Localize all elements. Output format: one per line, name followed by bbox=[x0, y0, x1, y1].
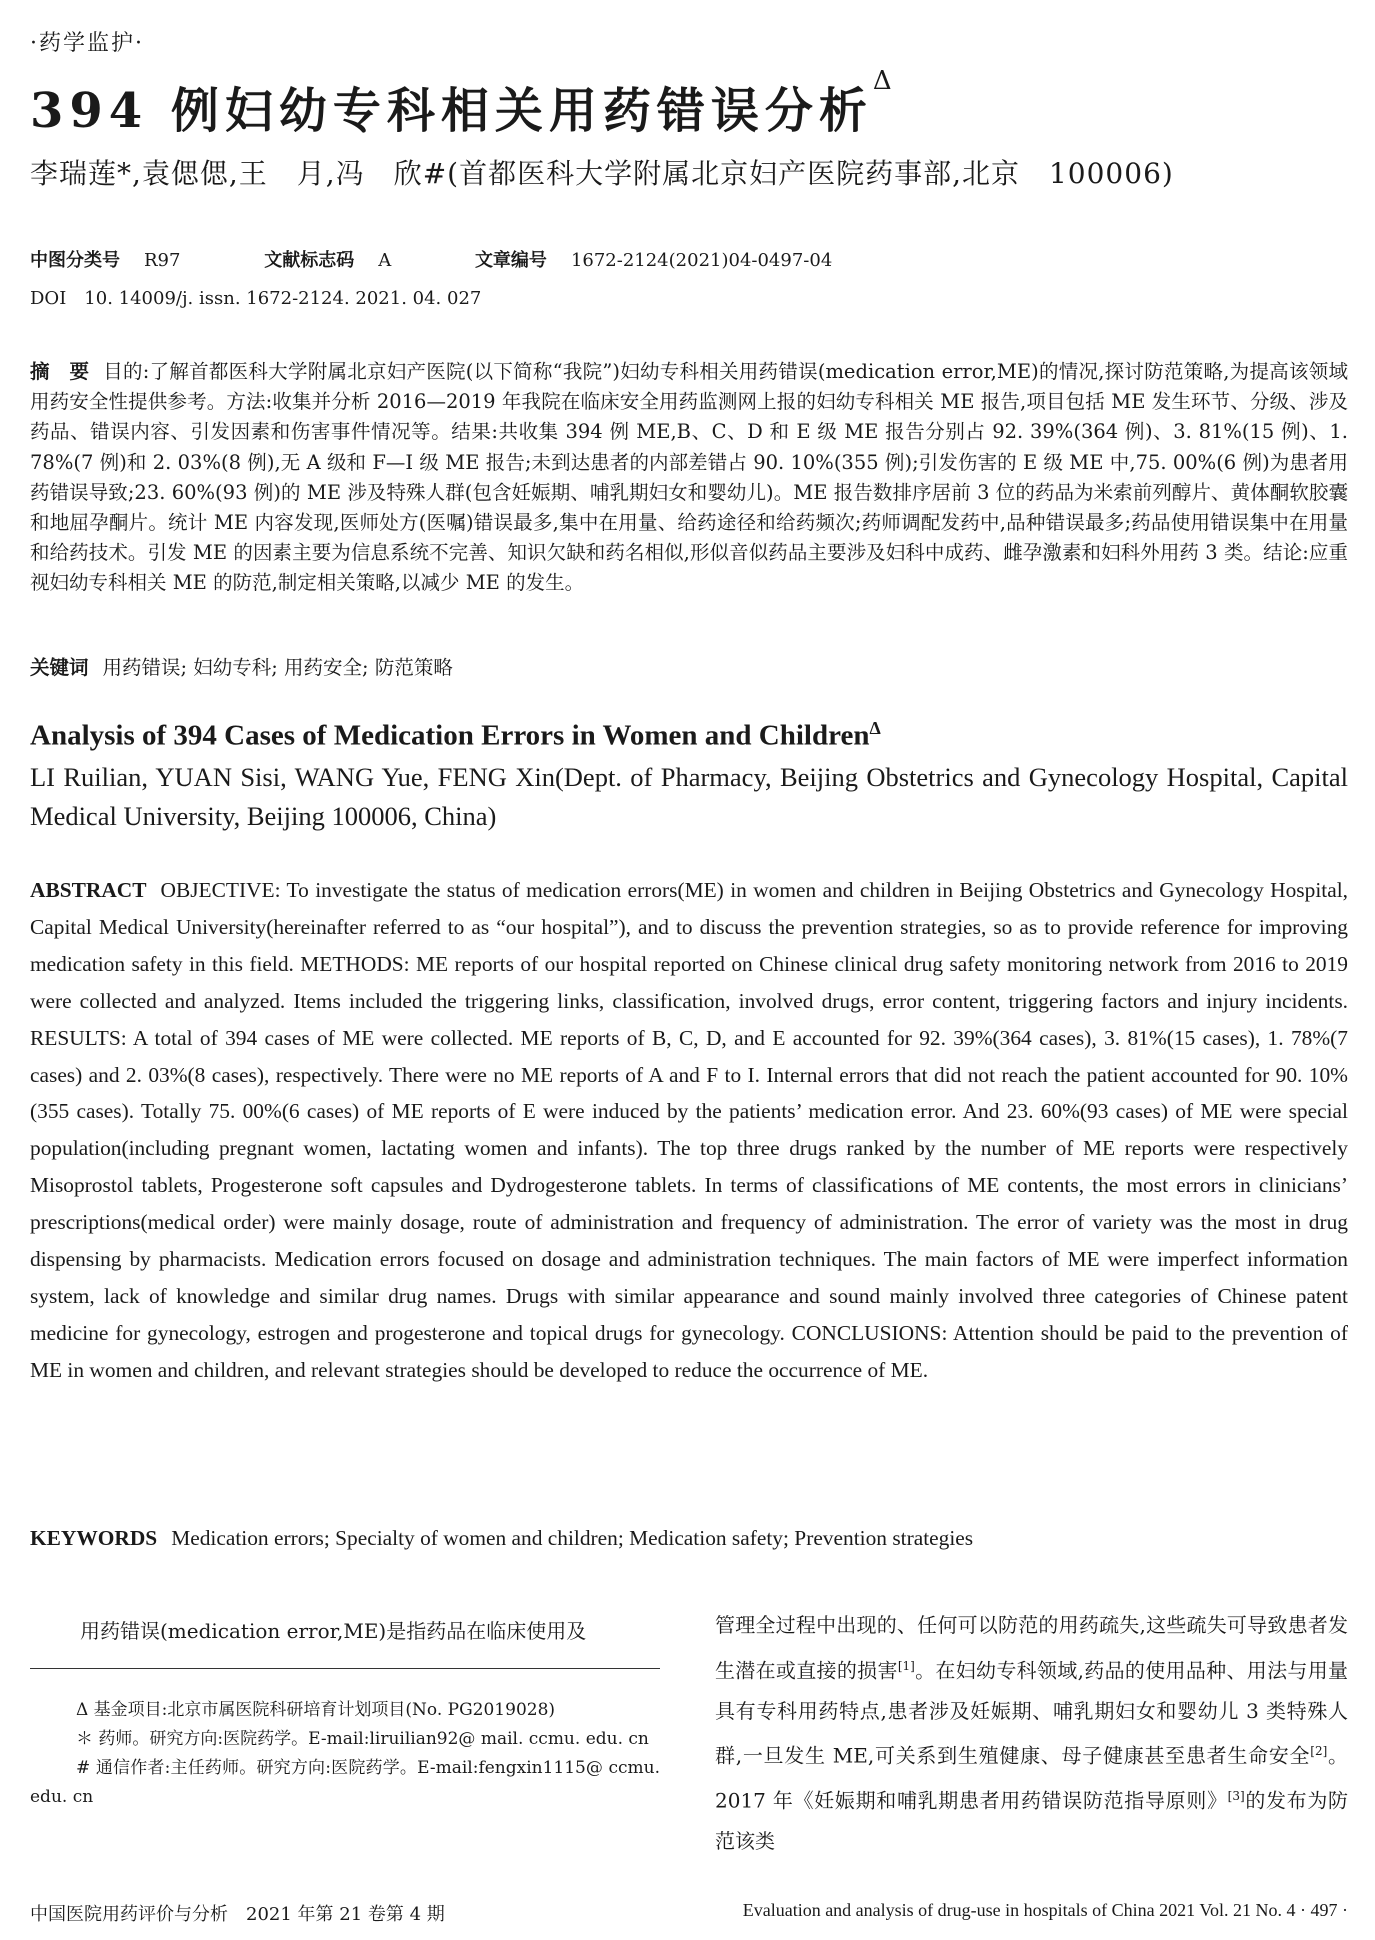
citation-2[interactable]: [2] bbox=[1310, 1744, 1328, 1759]
footnote-first-author: ＊ 药师。研究方向:医院药学。E-mail:liruilian92@ mail. ccmu. edu. cn bbox=[76, 1729, 649, 1749]
section-label: ·药学监护· bbox=[30, 31, 144, 56]
english-keywords-label: KEYWORDS bbox=[30, 1526, 158, 1550]
paper-title-text: 394 例妇幼专科相关用药错误分析 bbox=[30, 83, 873, 139]
chinese-abstract bbox=[30, 357, 1348, 599]
english-title bbox=[30, 718, 881, 753]
english-abstract-text: OBJECTIVE: To investigate the status of medication errors(ME) in women and children in Beijing Obstetrics and Gynecology Hospital, Capital Medical University(hereinafter referred to as “our hospital”), and to discuss the prevention strategies, so as to provide reference for improving medication safety in this field. METHODS: ME reports of our hospital reported on Chinese clinical drug safety monitoring network from 2016 to 2019 were collected and analyzed. Items included the triggering links, classification, involved drugs, error content, triggering factors and injury incidents. RESULTS: A total of 394 cases of ME were collected. ME reports of B, C, D, and E accounted for 92. 39%(364 cases), 3. 81%(15 cases), 1. 78%(7 cases) and 2. 03%(8 cases), respectively. There were no ME reports of A and F to I. Internal errors that did not reach the patient accounted for 90. 10%(355 cases). Totally 75. 00%(6 cases) of ME reports of E were induced by the patients’ medication error. And 23. 60%(93 cases) of ME were special population(including pregnant women, lactating women and infants). The top three drugs ranked by the number of ME reports were respectively Misoprostol tablets, Progesterone soft capsules and Dydrogesterone tablets. In terms of classifications of ME contents, the most errors in clinicians’ prescriptions(medical order) were mainly dosage, route of administration and frequency of administration. The error of variety was the most in drug dispensing by pharmacists. Medication errors focused on dosage and administration techniques. The main factors of ME were imperfect information system, lack of knowledge and similar drug names. Drugs with similar appearance and sound mainly involved three categories of Chinese patent medicine for gynecology, estrogen and progesterone and topical drugs for gynecology. CONCLUSIONS: Attention should be paid to the prevention of ME in women and children, and relevant strategies should be developed to reduce the occurrence of ME. bbox=[30, 878, 1348, 1382]
title-fund-mark: Δ bbox=[872, 66, 898, 96]
english-title-mark: Δ bbox=[869, 718, 881, 738]
body-text-right bbox=[715, 1605, 1348, 1862]
chinese-abstract-text: 目的:了解首都医科大学附属北京妇产医院(以下简称“我院”)妇幼专科相关用药错误(medication error,ME)的情况,探讨防范策略,为提高该领域用药安全性提供参考。方法:收集并分析 2016—2019 年我院在临床安全用药监测网上报的妇幼专科相关 ME 报告,项目包括 ME 发生环节、分级、涉及药品、错误内容、引发因素和伤害事件情况等。结果:共收集 394 例 ME,B、C、D 和 E 级 ME 报告分别占 92. 39%(364 例)、3. 81%(15 例)、1. 78%(7 例)和 2. 03%(8 例),无 A 级和 F—I 级 ME 报告;未到达患者的内部差错占 90. 10%(355 例);引发伤害的 E 级 ME 中,75. 00%(6 例)为患者用药错误导致;23. 60%(93 例)的 ME 涉及特殊人群(包含妊娠期、哺乳期妇女和婴幼儿)。ME 报告数排序居前 3 位的药品为米索前列醇片、黄体酮软胶囊和地屈孕酮片。统计 ME 内容发现,医师处方(医嘱)错误最多,集中在用量、给药途径和给药频次;药师调配发药中,品种错误最多;药品使用错误集中在用量和给药技术。引发 ME 的因素主要为信息系统不完善、知识欠缺和药名相似,形似音似药品主要涉及妇科中成药、雌孕激素和妇科外用药 3 类。结论:应重视妇幼专科相关 ME 的防范,制定相关策略,以减少 ME 的发生。 bbox=[30, 360, 1348, 595]
paper-title bbox=[30, 66, 898, 141]
doc-code-label: 文献标志码 bbox=[264, 250, 355, 271]
article-no-label: 文章编号 bbox=[474, 250, 547, 271]
footnote-corresponding: # 通信作者:主任药师。研究方向:医院药学。E-mail:fengxin1115@ ccmu. edu. cn bbox=[30, 1758, 660, 1807]
english-abstract bbox=[30, 872, 1348, 1389]
citation-1[interactable]: [1] bbox=[897, 1658, 915, 1673]
doi: DOI 10. 14009/j. issn. 1672-2124. 2021. 04. 027 bbox=[30, 288, 482, 309]
article-no-value: 1672-2124(2021)04-0497-04 bbox=[570, 250, 833, 271]
english-keywords bbox=[30, 1526, 973, 1551]
footnote-divider bbox=[30, 1668, 660, 1669]
chinese-keywords-text: 用药错误; 妇幼专科; 用药安全; 防范策略 bbox=[102, 656, 453, 679]
clc-value: R97 bbox=[144, 250, 181, 271]
body-right-part-3: 。2017 年《妊娠期和哺乳期患者用药错误防范指导原则》 bbox=[715, 1743, 1348, 1813]
author-line: 李瑞莲*,袁偲偲,王 月,冯 欣#(首都医科大学附属北京妇产医院药事部,北京 100006) bbox=[30, 157, 1174, 190]
chinese-keywords bbox=[30, 652, 453, 680]
journal-footer-cn: 中国医院用药评价与分析 2021 年第 21 卷第 4 期 bbox=[30, 1904, 445, 1925]
footnote-fund: Δ 基金项目:北京市属医院科研培育计划项目(No. PG2019028) bbox=[76, 1700, 556, 1720]
chinese-keywords-label: 关键词 bbox=[30, 656, 89, 679]
clc-label: 中图分类号 bbox=[30, 250, 120, 271]
body-right-part-1: 管理全过程中出现的、任何可以防范的用药疏失,这些疏失可导致患者发生潜在或直接的损害 bbox=[715, 1613, 1348, 1683]
english-title-text: Analysis of 394 Cases of Medication Errors in Women and Children bbox=[30, 719, 870, 752]
chinese-abstract-label: 摘 要 bbox=[30, 360, 90, 383]
body-right-part-4: 的发布为防范该类 bbox=[715, 1788, 1349, 1854]
doc-code-value: A bbox=[378, 250, 392, 271]
classification-row bbox=[30, 246, 832, 272]
body-right-part-2: 。在妇幼专科领域,药品的使用品种、用法与用量具有专科用药特点,患者涉及妊娠期、哺乳期妇女和婴幼儿 3 类特殊人群,一旦发生 ME,可关系到生殖健康、母子健康甚至患者生命安全 bbox=[715, 1658, 1349, 1768]
body-text-left: 用药错误(medication error,ME)是指药品在临床使用及 bbox=[80, 1619, 587, 1643]
english-authors: LI Ruilian, YUAN Sisi, WANG Yue, FENG Xin(Dept. of Pharmacy, Beijing Obstetrics and Gynecology Hospital, Capital Medical University, Beijing 100006, China) bbox=[30, 762, 1348, 831]
footnotes bbox=[30, 1696, 660, 1812]
english-abstract-label: ABSTRACT bbox=[30, 878, 147, 902]
english-keywords-text: Medication errors; Specialty of women and children; Medication safety; Prevention strategies bbox=[171, 1526, 974, 1550]
journal-footer-en: Evaluation and analysis of drug-use in hospitals of China 2021 Vol. 21 No. 4 · 497 · bbox=[742, 1900, 1348, 1920]
citation-3[interactable]: [3] bbox=[1227, 1789, 1245, 1804]
